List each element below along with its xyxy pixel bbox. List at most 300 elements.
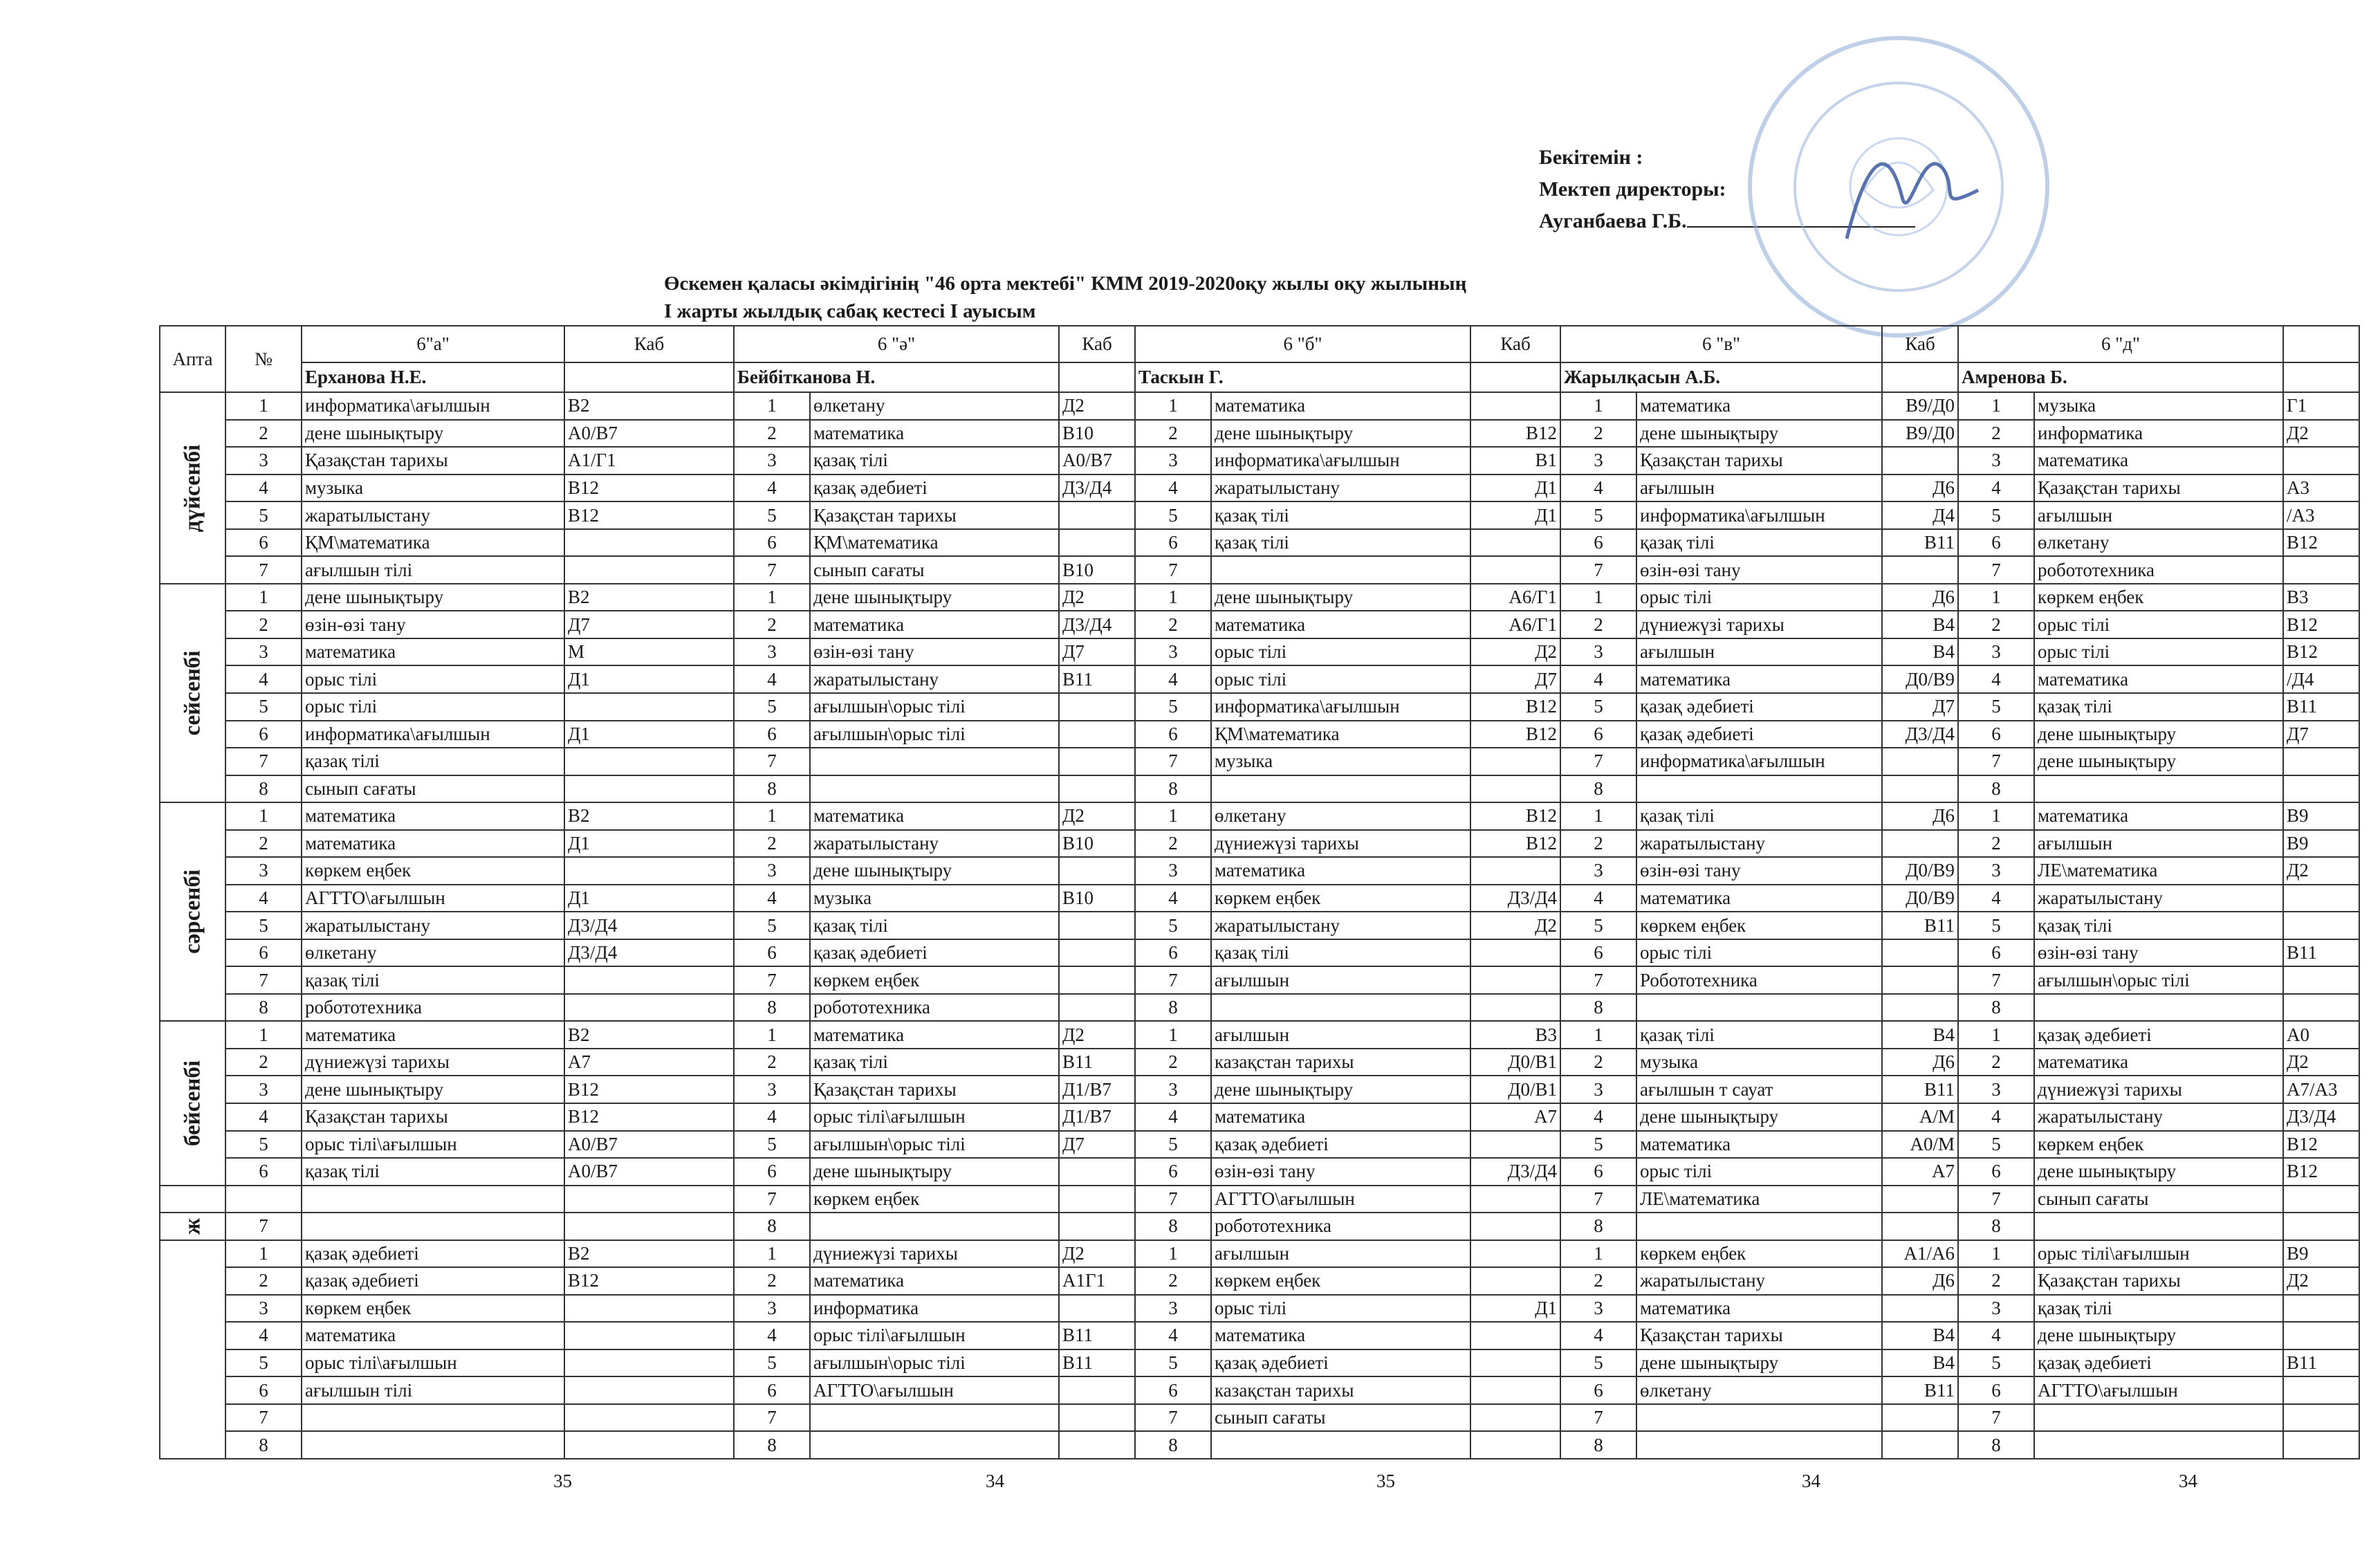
lesson-number: 3 [734,638,810,666]
subject-name: өлкетану [302,939,564,967]
room-number [1882,1186,1958,1213]
subject-name [810,1213,1059,1240]
subject-name: қазақ әдебиеті [1636,693,1882,721]
subject-name: математика [810,611,1059,638]
room-number [2283,775,2359,803]
lesson-row [160,501,2359,529]
subject-name [2034,1404,2283,1432]
subject-name: жаратылыстану [810,665,1059,693]
room-number: Д2 [1059,392,1135,420]
lesson-number: 7 [1560,556,1636,584]
subject-name: қазақ тілі [1211,529,1470,557]
room-number [2283,1213,2359,1240]
subject-name: математика [1636,1295,1882,1323]
lesson-number: 5 [225,693,302,721]
lesson-number: 5 [1135,501,1211,529]
room-number: Д2 [2283,1049,2359,1076]
lesson-number: 2 [1135,830,1211,858]
room-number: В12 [564,475,734,502]
room-number: В12 [1470,830,1560,858]
subject-name: ҚМ\математика [1211,721,1470,748]
day-label [160,802,225,1021]
lesson-row [160,1186,2359,1213]
room-number [1882,775,1958,803]
subject-name: көркем еңбек [2034,1131,2283,1159]
day-name: сәрсенбі [180,869,205,955]
lesson-row [160,1076,2359,1103]
subject-name: орыс тілі [2034,638,2283,666]
subject-name: қазақ әдебиеті [810,939,1059,967]
lesson-number: 1 [734,392,810,420]
subject-name: қазақ әдебиеті [810,475,1059,502]
room-number: /Д4 [2283,665,2359,693]
lesson-number: 8 [225,994,302,1022]
lesson-number: 6 [734,939,810,967]
subject-name: дене шынықтыру [1636,420,1882,448]
lesson-number: 8 [734,775,810,803]
room-number: В12 [1470,802,1560,830]
lesson-number: 5 [1135,1349,1211,1377]
room-number: Д0/В9 [1882,665,1958,693]
lesson-number: 6 [225,1376,302,1404]
subject-name: дене шынықтыру [810,584,1059,611]
lesson-number: 6 [734,529,810,557]
lesson-row [160,475,2359,502]
lesson-number: 6 [734,1158,810,1186]
lesson-row [160,1103,2359,1131]
lesson-number: 3 [734,1295,810,1323]
room-number: А0/В7 [1059,447,1135,475]
room-number: А6/Г1 [1470,584,1560,611]
room-number [1882,1295,1958,1323]
room-header: Каб [1470,326,1560,362]
lesson-number: 7 [1958,966,2034,994]
lesson-number: 8 [1135,1213,1211,1240]
room-number [564,775,734,803]
room-number [1059,748,1135,775]
lesson-number: 5 [734,1349,810,1377]
room-number [1882,1404,1958,1432]
room-number [1059,912,1135,939]
subject-name [2034,1431,2283,1459]
subject-name: қазақ тілі [810,447,1059,475]
lesson-number: 6 [1958,939,2034,967]
day-name: дүйсенбі [180,444,205,532]
subject-name: математика [1636,1131,1882,1159]
lesson-number: 8 [734,994,810,1022]
room-number [564,1376,734,1404]
lesson-number: 5 [1135,693,1211,721]
lesson-number: 2 [1560,420,1636,448]
lesson-number: 6 [1560,529,1636,557]
room-number [564,748,734,775]
room-number [564,1295,734,1323]
lesson-row [160,830,2359,858]
room-number: В11 [1882,529,1958,557]
room-number: Д2 [1059,1240,1135,1268]
room-number: А7 [1882,1158,1958,1186]
subject-name: информатика [810,1295,1059,1323]
lesson-number: 3 [1958,638,2034,666]
subject-name: қазақ тілі [2034,693,2283,721]
lesson-number: 4 [225,665,302,693]
subject-name [2034,994,2283,1022]
day-label [160,584,225,802]
room-number: В2 [564,392,734,420]
lesson-number: 4 [734,885,810,912]
lesson-number: 3 [1560,857,1636,885]
room-number [1470,1131,1560,1159]
room-number: Д1/В7 [1059,1103,1135,1131]
room-number: В9 [2283,1240,2359,1268]
lesson-number: 4 [225,885,302,912]
room-number: Д0/В9 [1882,885,1958,912]
room-number: В11 [2283,693,2359,721]
lesson-number: 2 [1135,1267,1211,1295]
subject-name: робототехника [1211,1213,1470,1240]
subject-name: ҚМ\математика [302,529,564,557]
lesson-number: 5 [225,1349,302,1377]
subject-name: математика [2034,802,2283,830]
lesson-number: 5 [734,1131,810,1159]
lesson-number: 7 [1958,1186,2034,1213]
room-number: В4 [1882,611,1958,638]
subject-name: дене шынықтыру [302,1076,564,1103]
lesson-row [160,665,2359,693]
subject-name: ағылшын\орыс тілі [810,721,1059,748]
subject-name: дүниежүзі тарихы [2034,1076,2283,1103]
subject-name: қазақ әдебиеті [1211,1349,1470,1377]
lesson-number: 4 [225,1322,302,1349]
subject-name: математика [1636,665,1882,693]
lesson-number: 5 [1560,693,1636,721]
room-number: В12 [564,1267,734,1295]
lesson-row [160,966,2359,994]
subject-name: орыс тілі\ағылшын [810,1322,1059,1349]
subject-name: жаратылыстану [1211,912,1470,939]
subject-name: Робототехника [1636,966,1882,994]
day-label [160,392,225,584]
lesson-number: 4 [1135,1322,1211,1349]
hour-total: 34 [986,1471,1004,1491]
room-number: Д7 [1882,693,1958,721]
subject-name: сынып сағаты [1211,1404,1470,1432]
subject-name: өзін-өзі тану [810,638,1059,666]
subject-name: өзін-өзі тану [1211,1158,1470,1186]
lesson-number: 3 [734,1076,810,1103]
room-number: В4 [1882,1021,1958,1049]
lesson-number: 6 [734,721,810,748]
room-number [2283,1186,2359,1213]
room-number: В4 [1882,1322,1958,1349]
room-number [1059,1213,1135,1240]
subject-name [302,1431,564,1459]
room-number [564,1431,734,1459]
subject-name: орыс тілі [1636,939,1882,967]
lesson-number: 5 [1135,1131,1211,1159]
room-number: Д2 [2283,1267,2359,1295]
room-number: Д1 [1470,501,1560,529]
subject-name: орыс тілі\ағылшын [810,1103,1059,1131]
room-number: В2 [564,802,734,830]
approval-position: Мектеп директоры: [1539,178,1726,201]
lesson-number: 1 [1958,802,2034,830]
lesson-row [160,1021,2359,1049]
lesson-number: 3 [225,1076,302,1103]
subject-name: информатика\ағылшын [1636,501,1882,529]
lesson-row [160,1213,2359,1240]
class-header: 6 "в" [1560,326,1882,362]
subject-name [1636,994,1882,1022]
room-number [2283,556,2359,584]
room-number [1059,1376,1135,1404]
subject-name: қазақ әдебиеті [302,1240,564,1268]
lesson-row [160,611,2359,638]
subject-name [1211,556,1470,584]
lesson-number: 6 [1135,721,1211,748]
room-number [1470,1404,1560,1432]
room-number: А1/А6 [1882,1240,1958,1268]
subject-name: математика [2034,1049,2283,1076]
lesson-number: 6 [1560,939,1636,967]
room-number [564,556,734,584]
lesson-number: 2 [1135,420,1211,448]
lesson-number: 4 [1958,665,2034,693]
subject-name: ағылшын\орыс тілі [2034,966,2283,994]
week-header: Апта [160,326,225,392]
subject-name: ағылшын [1211,1021,1470,1049]
room-number [1882,1431,1958,1459]
lesson-row [160,912,2359,939]
lesson-number: 6 [225,529,302,557]
subject-name: өзін-өзі тану [302,611,564,638]
subject-name: орыс тілі [302,665,564,693]
room-number: В11 [1882,912,1958,939]
lesson-number: 8 [1560,775,1636,803]
lesson-number: 7 [734,748,810,775]
teacher-name: Бейбітканова Н. [734,362,1059,392]
subject-name: көркем еңбек [810,1186,1059,1213]
subject-name: дене шынықтыру [1211,1076,1470,1103]
subject-name: робототехника [810,994,1059,1022]
lesson-number: 5 [225,1131,302,1159]
room-number: Д2 [1059,802,1135,830]
day-name: бейсенбі [180,1060,205,1147]
lesson-row [160,1240,2359,1268]
subject-name: өлкетану [1636,1376,1882,1404]
room-number [564,1349,734,1377]
teacher-row [160,362,2359,392]
subject-name: информатика\ағылшын [302,392,564,420]
lesson-row [160,1131,2359,1159]
room-number: Д2 [2283,857,2359,885]
subject-name: ағылшын [1211,1240,1470,1268]
subject-name [810,775,1059,803]
subject-name: орыс тілі\ағылшын [2034,1240,2283,1268]
subject-name: математика [1211,1103,1470,1131]
subject-name: математика [1636,885,1882,912]
lesson-number: 3 [1958,1076,2034,1103]
subject-name [302,1404,564,1432]
lesson-number: 7 [1135,748,1211,775]
room-number: А0 [2283,1021,2359,1049]
subject-name: сынып сағаты [810,556,1059,584]
room-number: А0/М [1882,1131,1958,1159]
lesson-number: 4 [1135,475,1211,502]
subject-name: жаратылыстану [2034,885,2283,912]
timetable [159,325,2360,1459]
lesson-number: 8 [1560,1213,1636,1240]
subject-name: дене шынықтыру [2034,721,2283,748]
subject-name: дене шынықтыру [1636,1103,1882,1131]
subject-name: дене шынықтыру [1636,1349,1882,1377]
lesson-row [160,994,2359,1022]
lesson-number: 5 [1958,912,2034,939]
subject-name: қазақ тілі [302,748,564,775]
subject-name: көркем еңбек [1636,1240,1882,1268]
lesson-number: 5 [734,912,810,939]
subject-name: музыка [2034,392,2283,420]
lesson-number: 5 [1958,501,2034,529]
subject-name: қазақ тілі [2034,912,2283,939]
header-row [160,326,2359,362]
room-header: Каб [564,326,734,362]
subject-name: ЛЕ\математика [1636,1186,1882,1213]
lesson-number: 7 [1958,748,2034,775]
subject-name: өзін-өзі тану [1636,556,1882,584]
class-header: 6"а" [302,326,564,362]
subject-name [1636,775,1882,803]
room-number: Д3/Д4 [1470,1158,1560,1186]
subject-name: орыс тілі\ағылшын [302,1131,564,1159]
room-number: В3 [2283,584,2359,611]
subject-name: Қазақстан тарихы [2034,1267,2283,1295]
lesson-number: 8 [225,1431,302,1459]
lesson-number: 6 [1135,1376,1211,1404]
room-header: Каб [1882,326,1958,362]
subject-name: ағылшын\орыс тілі [810,693,1059,721]
lesson-number: 7 [1135,966,1211,994]
lesson-number: 1 [1135,392,1211,420]
room-number: Д1/В7 [1059,1076,1135,1103]
subject-name: информатика\ағылшын [302,721,564,748]
room-number: В12 [1470,420,1560,448]
room-number: Д6 [1882,1049,1958,1076]
lesson-number: 5 [734,693,810,721]
lesson-row [160,721,2359,748]
room-number: В12 [2283,529,2359,557]
lesson-number: 6 [1560,1376,1636,1404]
room-header: Каб [1059,326,1135,362]
room-number: В11 [1882,1376,1958,1404]
subject-name: Қазақстан тарихы [1636,1322,1882,1349]
lesson-number: 8 [1958,1431,2034,1459]
room-number: Д2 [1059,1021,1135,1049]
lesson-number: 4 [1135,1103,1211,1131]
hour-total: 35 [1376,1471,1395,1491]
lesson-row [160,392,2359,420]
lesson-number: 2 [734,1267,810,1295]
school-seal-stamp [1743,31,2054,342]
lesson-number: 3 [1560,447,1636,475]
subject-name: ағылшын [1636,475,1882,502]
room-number: В12 [1470,721,1560,748]
subject-name: математика [1636,392,1882,420]
subject-name: жаратылыстану [1636,1267,1882,1295]
lesson-number: 3 [225,638,302,666]
subject-name [1636,1404,1882,1432]
room-number: Д7 [1059,1131,1135,1159]
subject-name: өлкетану [2034,529,2283,557]
subject-name: қазақ әдебиеті [2034,1021,2283,1049]
subject-name: ағылшын тілі [302,556,564,584]
room-number [1470,939,1560,967]
subject-name: ағылшын [2034,830,2283,858]
room-number [1059,1404,1135,1432]
subject-name: өзін-өзі тану [2034,939,2283,967]
room-number [1882,830,1958,858]
room-number [1470,529,1560,557]
room-number [1470,1267,1560,1295]
subject-name: дүниежүзі тарихы [1636,611,1882,638]
room-number: Д0/В1 [1470,1049,1560,1076]
room-number: Д3/Д4 [1470,885,1560,912]
subject-name: робототехника [302,994,564,1022]
lesson-number: 3 [225,447,302,475]
lesson-number: 4 [1560,1322,1636,1349]
subject-name: қазақ тілі [302,966,564,994]
lesson-number: 2 [225,611,302,638]
lesson-number: 3 [1958,857,2034,885]
room-number: А/М [1882,1103,1958,1131]
room-number [564,994,734,1022]
lesson-number: 3 [225,1295,302,1323]
lesson-number: 4 [734,475,810,502]
room-number: А1Г1 [1059,1267,1135,1295]
lesson-number: 2 [1135,1049,1211,1076]
lesson-number: 8 [1135,775,1211,803]
lesson-number: 8 [1958,1213,2034,1240]
lesson-number: 7 [734,966,810,994]
lesson-number: 4 [734,1322,810,1349]
subject-name: дене шынықтыру [810,1158,1059,1186]
lesson-number: 4 [1560,665,1636,693]
lesson-number: 5 [1560,912,1636,939]
room-number: Д1 [564,830,734,858]
room-number [564,693,734,721]
lesson-number: 2 [225,1049,302,1076]
subject-name [1211,1431,1470,1459]
lesson-number: 4 [1560,475,1636,502]
lesson-number: 4 [1958,1322,2034,1349]
subject-name: көркем еңбек [1211,1267,1470,1295]
room-number: В9 [2283,830,2359,858]
lesson-number: 5 [1958,1131,2034,1159]
room-number: А0/В7 [564,1158,734,1186]
lesson-number: 2 [1560,1267,1636,1295]
class-header: 6 "ә" [734,326,1059,362]
subject-name: математика [1211,1322,1470,1349]
subject-name: Қазақстан тарихы [1636,447,1882,475]
room-number: Д6 [1882,475,1958,502]
lesson-number: 7 [1560,1186,1636,1213]
lesson-number: 2 [1560,830,1636,858]
lesson-number: 7 [225,1213,302,1240]
room-number: В10 [1059,556,1135,584]
subject-name: қазақ әдебиеті [1211,1131,1470,1159]
teacher-name: Жарылқасын А.Б. [1560,362,1882,392]
room-number [2283,1404,2359,1432]
